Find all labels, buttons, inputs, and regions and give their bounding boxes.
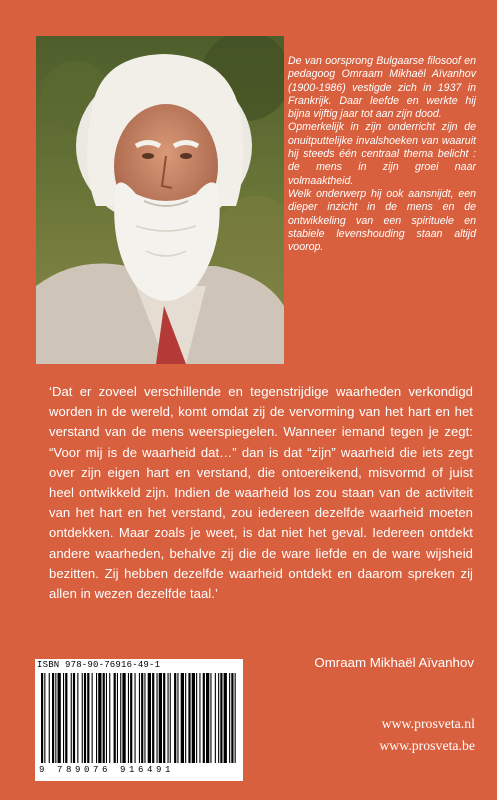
quote-author: Omraam Mikhaël Aïvanhov (314, 655, 474, 670)
author-biography (288, 55, 476, 254)
isbn-label: ISBN 978-90-76916-49-1 (37, 660, 161, 670)
bio-paragraph: Welk onderwerp hij ook aansnijdt, een dieper inzicht in de mens en de ontwikkeling van een spirituele en stabiele levenshouding staan altijd voorop. (288, 187, 476, 254)
bio-paragraph: De van oorsprong Bulgaarse filosoof en pedagoog Omraam Mikhaël Aïvanhov (1900-1986) vestigde zich in 1937 in Frankrijk. Daar leefde en werkte hij bijna vijftig jaar tot aan zijn dood. (288, 55, 476, 121)
isbn-barcode (35, 659, 243, 781)
author-portrait (36, 36, 284, 364)
website-link-be[interactable]: www.prosveta.be (379, 738, 475, 753)
bio-paragraph: Opmerkelijk in zijn onderricht zijn de onuitputtelijke invalshoeken van waaruit hij steeds één centraal thema belicht : de mens in zijn groei naar volmaaktheid. (288, 121, 476, 187)
website-link-nl[interactable]: www.prosveta.nl (381, 716, 475, 731)
barcode-bars (39, 673, 239, 765)
quote-text: ‘Dat er zoveel verschillende en tegenstrijdige waarheden verkondigd worden in de wereld, komt omdat zij de vervorming van het hart en het verstand van de mens weerspiegelen. Wanneer iemand tegen je zegt: “Voor mij is de waarheid dat…” dan is dat “zijn” waarheid die iets zegt over zijn eigen hart en verstand, die ontoereikend, misvormd of juist heel ontwikkeld zijn. Indien de waarheid los zou staan van de activiteit van het hart en het verstand, zou iedereen dezelfde waarheid moeten ontdekken. Maar zoals je weet, is dat niet het geval. Iedereen ontdekt andere waarheden, behalve zij die de ware liefde en de ware wijsheid bezitten. Zij hebben dezelfde waarheid ontdekt en daarom spreken zij allen in wezen dezelfde taal.’ (49, 384, 473, 602)
barcode-digits: 9 789076 916491 (39, 765, 175, 775)
